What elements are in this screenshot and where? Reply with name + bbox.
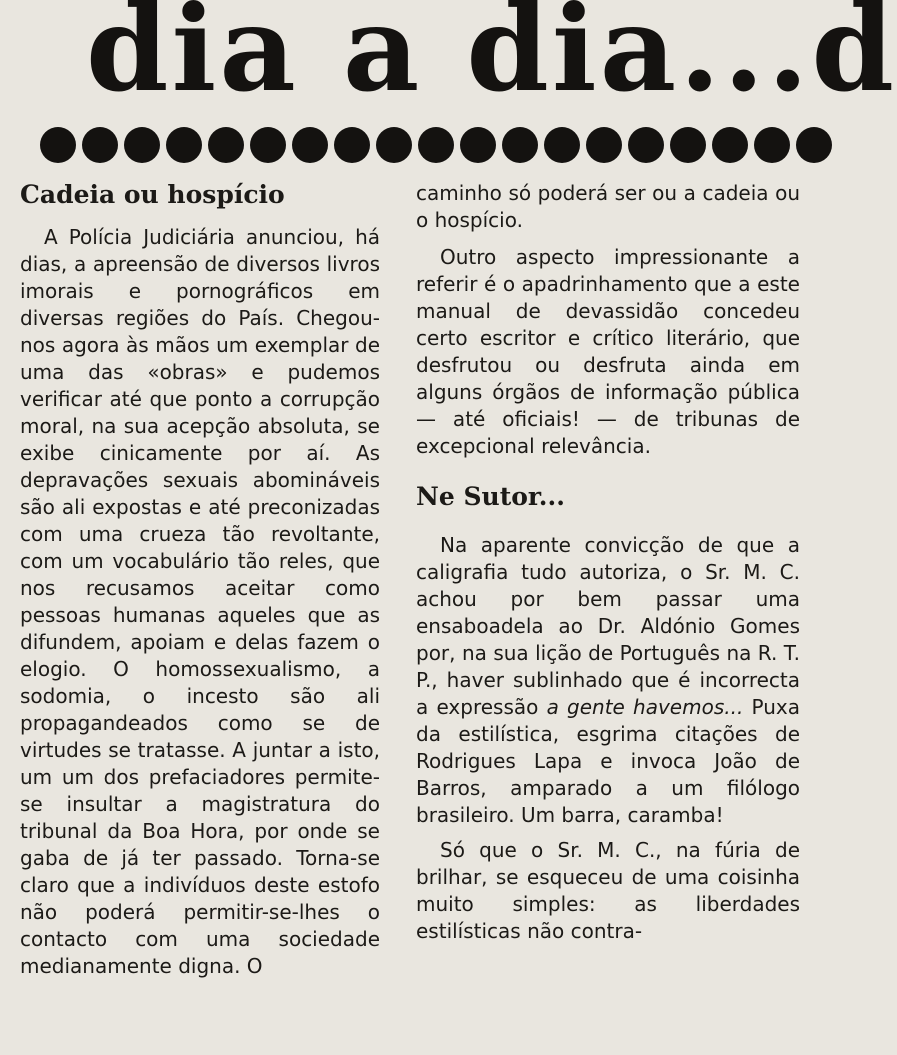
decorative-dot bbox=[166, 127, 202, 163]
dot-rule bbox=[40, 127, 800, 167]
left-column bbox=[20, 180, 380, 980]
article-heading-cadeia: Cadeia ou hospício bbox=[20, 180, 285, 209]
decorative-dot bbox=[82, 127, 118, 163]
decorative-dot bbox=[460, 127, 496, 163]
decorative-dot bbox=[712, 127, 748, 163]
decorative-dot bbox=[628, 127, 664, 163]
decorative-dot bbox=[502, 127, 538, 163]
article-paragraph-furia: Só que o Sr. M. C., na fúria de brilhar, se esqueceu de uma coisinha muito simples: as liberdades estilísticas não contra- bbox=[416, 838, 800, 943]
article-heading-ne-sutor: Ne Sutor... bbox=[416, 482, 565, 511]
decorative-dot bbox=[292, 127, 328, 163]
article-paragraph-apadrinhamento: Outro aspecto impressionante a referir é o apadrinhamento que a este manual de devassidão concedeu certo escritor e crítico literário, que desfrutou ou desfruta ainda em alguns órgãos de informação pública — até oficiais! — de tribunas de excepcional relevância. bbox=[416, 245, 800, 458]
decorative-dot bbox=[586, 127, 622, 163]
decorative-dot bbox=[796, 127, 832, 163]
decorative-dot bbox=[670, 127, 706, 163]
italic-expression: a gente havemos... bbox=[546, 695, 744, 719]
masthead-title: dia a dia...d bbox=[86, 0, 897, 118]
article-body-cadeia: A Polícia Judiciária anunciou, há dias, a apreensão de diversos livros imorais e pornográficos em diversas regiões do País. Chegou-nos agora às mãos um exemplar de uma das «obras» e pudemos verificar até que ponto a corrupção moral, na sua acepção absoluta, se exibe cinicamente por aí. As depravações sexuais abomináveis são ali expostas e até preconizadas com uma crueza tão revoltante, com um vocabulário tão reles, que nos recusamos aceitar como pessoas humanas aqueles que as difundem, apoiam e delas fazem o elogio. O homossexualismo, a sodomia, o incesto são ali propagandeados como se de virtudes se tratasse. A juntar a isto, um um dos prefaciadores permite-se insultar a magistratura do tribunal da Boa Hora, por onde se gaba de já ter passado. Torna-se claro que a indivíduos deste estofo não poderá permitir-se-lhes o contacto com uma sociedade medianamente digna. O bbox=[20, 225, 380, 978]
article-paragraph-caligrafia bbox=[416, 532, 800, 829]
decorative-dot bbox=[418, 127, 454, 163]
article-continuation: caminho só poderá ser ou a cadeia ou o hospício. bbox=[416, 181, 800, 232]
decorative-dot bbox=[544, 127, 580, 163]
decorative-dot bbox=[124, 127, 160, 163]
decorative-dot bbox=[334, 127, 370, 163]
decorative-dot bbox=[208, 127, 244, 163]
decorative-dot bbox=[376, 127, 412, 163]
decorative-dot bbox=[40, 127, 76, 163]
decorative-dot bbox=[754, 127, 790, 163]
paragraph-text: Na aparente convicção de que a caligrafia tudo autoriza, o Sr. M. C. achou por bem passar uma ensaboadela ao Dr. Aldónio Gomes por, na sua lição de Português na R. T. P., haver sublinhado que é incorrecta a expressão bbox=[416, 533, 800, 719]
decorative-dot bbox=[250, 127, 286, 163]
paragraph-text: Puxa da estilística, esgrima citações de Rodrigues Lapa e invoca João de Barros, amparado a um filólogo brasileiro. Um barra, caramba! bbox=[416, 695, 801, 827]
right-column bbox=[416, 180, 800, 945]
